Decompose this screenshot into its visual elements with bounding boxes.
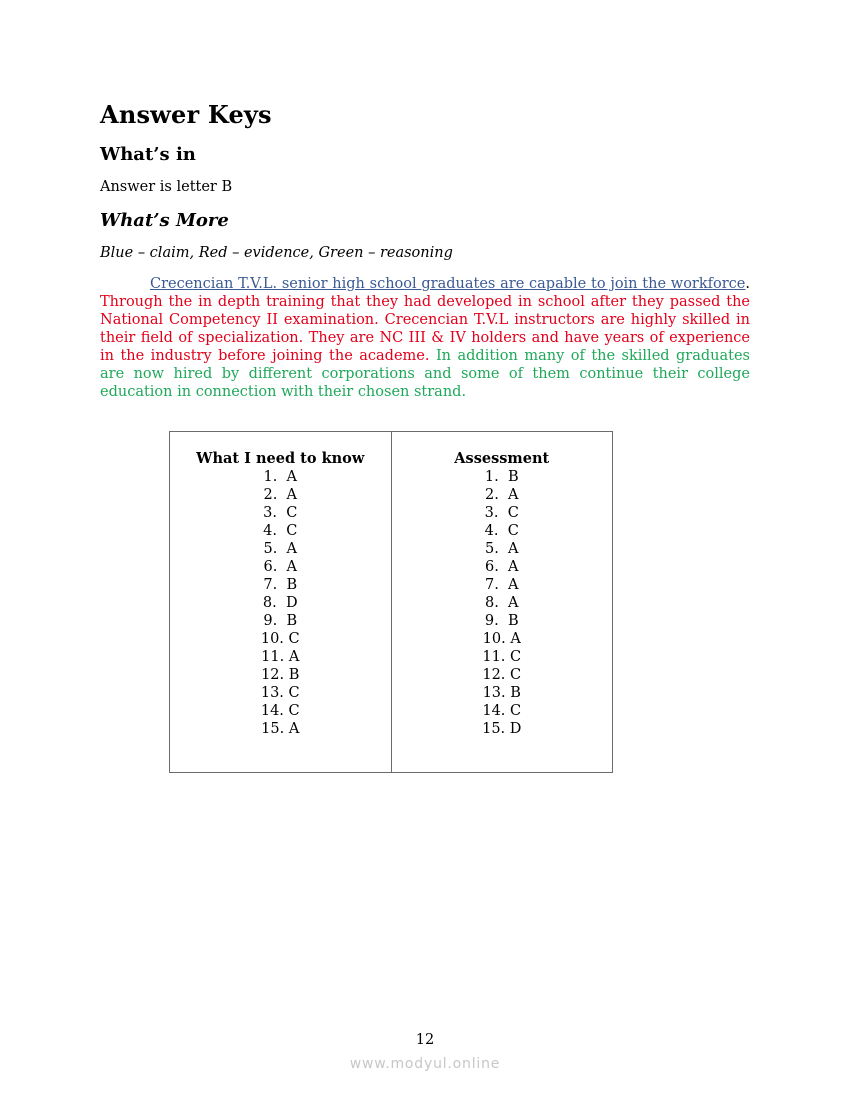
answer-item: 1. A — [263, 469, 298, 485]
answer-item: 7. A — [484, 577, 519, 593]
answer-item: 4. C — [484, 523, 519, 539]
answer-item: 8. D — [262, 595, 298, 611]
answer-item: 10. A — [482, 631, 521, 647]
answer-item: 1. B — [484, 469, 519, 485]
whats-in-answer: Answer is letter B — [100, 179, 233, 195]
answer-item: 10. C — [260, 631, 300, 647]
answer-item: 6. A — [263, 559, 298, 575]
what-i-need-to-know-column — [170, 432, 392, 773]
answer-item: 5. A — [484, 541, 519, 557]
page-number: 12 — [415, 1032, 435, 1048]
evidence-text: Through the in depth training that they had developed in school after they passed the National Competency II examination. Crecencian T.V.L instructors are highly skilled in their field of specialization. They are NC III & IV holders and have years of experience in the industry before joining the academe. — [100, 294, 750, 364]
answer-item: 5. A — [263, 541, 298, 557]
answer-item: 7. B — [263, 577, 298, 593]
answer-item: 9. B — [484, 613, 519, 629]
answer-key-table — [169, 431, 613, 773]
answer-item: 12. C — [482, 667, 522, 683]
page-title: Answer Keys — [100, 100, 272, 129]
answer-item: 3. C — [484, 505, 519, 521]
answer-item: 9. B — [263, 613, 298, 629]
answer-list — [171, 468, 390, 738]
answer-list — [393, 468, 612, 738]
column-header: Assessment — [454, 450, 550, 467]
answer-item: 14. C — [482, 703, 522, 719]
section-heading-whats-in: What’s in — [100, 144, 196, 165]
answer-item: 11. A — [261, 649, 300, 665]
answer-item: 4. C — [263, 523, 298, 539]
column-header: What I need to know — [196, 450, 365, 467]
answer-item: 15. D — [482, 721, 522, 737]
section-heading-whats-more: What’s More — [100, 210, 229, 231]
answer-item: 8. A — [484, 595, 519, 611]
answer-item: 11. C — [482, 649, 522, 665]
answer-item: 13. C — [260, 685, 300, 701]
claim-text: Crecencian T.V.L. senior high school graduates are capable to join the workforce — [150, 276, 746, 292]
color-legend: Blue – claim, Red – evidence, Green – reasoning — [100, 245, 453, 261]
answer-item: 2. A — [484, 487, 519, 503]
assessment-column — [391, 432, 613, 773]
answer-item: 6. A — [484, 559, 519, 575]
answer-item: 12. B — [261, 667, 300, 683]
answer-item: 13. B — [482, 685, 521, 701]
answer-item: 15. A — [261, 721, 300, 737]
answer-item: 3. C — [263, 505, 298, 521]
watermark: www.modyul.online — [349, 1056, 501, 1072]
answer-item: 2. A — [263, 487, 298, 503]
reasoning-text: In addition many of the skilled graduates are now hired by different corporations and some of them continue their college education in connection with their chosen strand. — [100, 348, 751, 400]
answer-item: 14. C — [260, 703, 300, 719]
argument-paragraph — [100, 275, 750, 401]
claim-period: . — [745, 276, 750, 292]
